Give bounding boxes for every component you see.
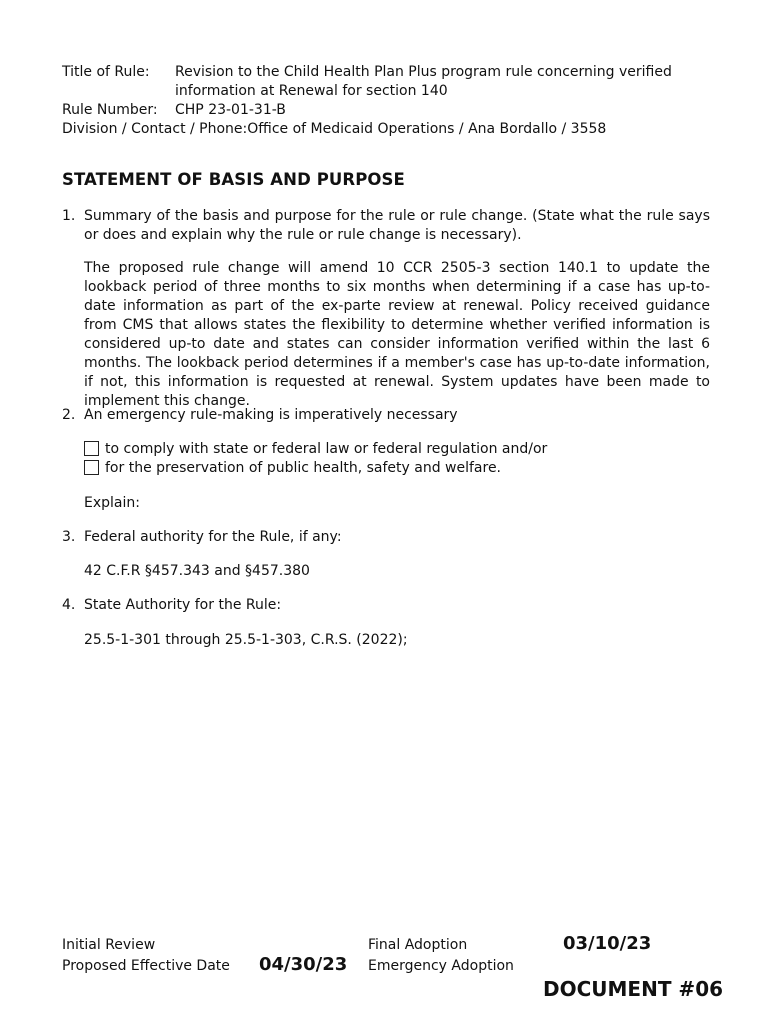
emergency-option-law-checkbox[interactable] [84,441,99,456]
emergency-option-law-label: to comply with state or federal law or federal regulation and/or [105,441,548,457]
proposed-effective-date-label: Proposed Effective Date [62,958,230,974]
division-contact-value: Office of Medicaid Operations / Ana Bordallo / 3558 [247,121,607,137]
item-1 [62,207,710,245]
item-3-answer: 42 C.F.R §457.343 and §457.380 [84,563,310,579]
document-number: DOCUMENT #06 [543,977,724,1001]
rule-number-value: CHP 23-01-31-B [175,102,286,118]
item-1-number: 1. [62,208,76,224]
item-2 [62,406,710,425]
emergency-option-health-label: for the preservation of public health, safety and welfare. [105,460,502,476]
title-of-rule-row [62,63,702,99]
item-2-text: An emergency rule-making is imperatively necessary [84,407,458,423]
rule-number-label: Rule Number: [62,102,158,118]
item-4 [62,596,710,615]
item-1-answer: The proposed rule change will amend 10 CCR 2505-3 section 140.1 to update the lookback period of three months to six months when determining if a case has up-to-date information as part of the ex-parte review at renewal. Policy received guidance from CMS that allows states the flexibility to determine whether verified information is considered up-to date and states can consider information verified within the last 6 months. The lookback period determines if a member's case has up-to-date information, if not, this information is requested at renewal. System updates have been made to implement this change. [84,260,710,409]
section-title: STATEMENT OF BASIS AND PURPOSE [62,170,405,189]
item-4-number: 4. [62,597,76,613]
division-contact-label: Division / Contact / Phone: [62,121,248,137]
item-1-text: Summary of the basis and purpose for the rule or rule change. (State what the rule says or does and explain why the rule or rule change is necessary). [84,208,710,243]
explain-label: Explain: [84,495,140,511]
final-adoption-label: Final Adoption [368,937,468,953]
emergency-option-health-checkbox[interactable] [84,460,99,475]
title-of-rule-label: Title of Rule: [62,64,150,80]
division-contact-row [62,120,606,139]
item-3-number: 3. [62,529,76,545]
emergency-option-health-row [84,459,501,478]
final-adoption-value: 03/10/23 [563,933,652,954]
item-2-number: 2. [62,407,76,423]
emergency-option-law-row [84,440,547,459]
initial-review-label: Initial Review [62,937,156,953]
proposed-effective-date-value: 04/30/23 [259,954,348,975]
item-3 [62,528,710,547]
item-4-text: State Authority for the Rule: [84,597,282,613]
title-of-rule-value: Revision to the Child Health Plan Plus program rule concerning verified information at Renewal for section 140 [175,64,672,99]
rule-number-row [62,101,286,120]
item-3-text: Federal authority for the Rule, if any: [84,529,342,545]
item-4-answer: 25.5-1-301 through 25.5-1-303, C.R.S. (2022); [84,632,408,648]
emergency-adoption-label: Emergency Adoption [368,958,514,974]
